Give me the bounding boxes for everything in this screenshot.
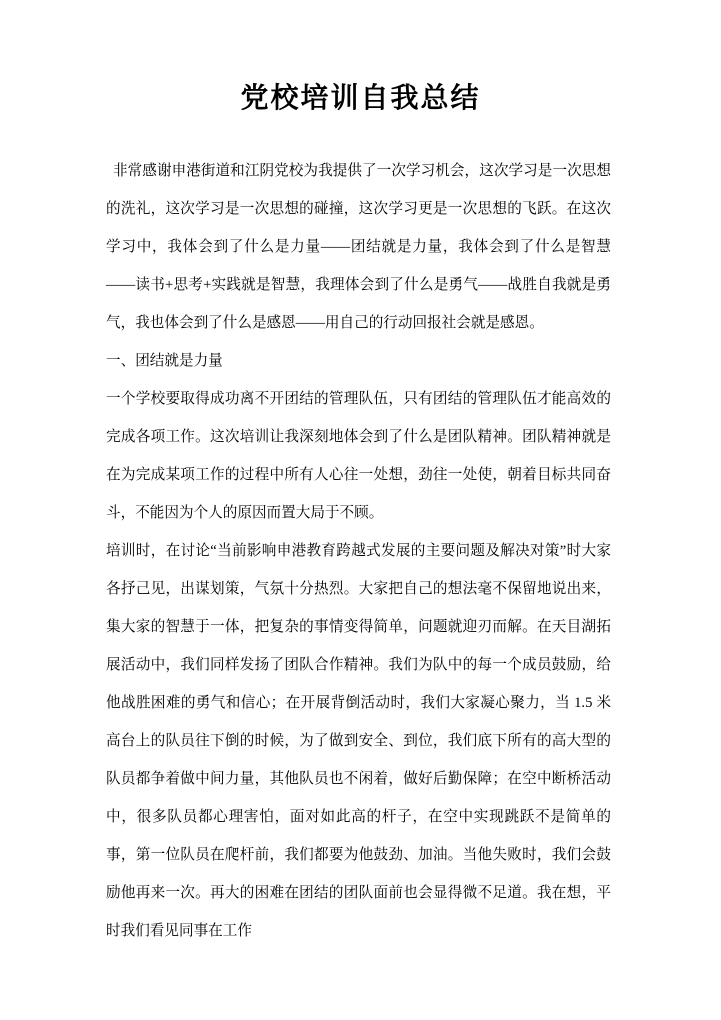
teamwork-paragraph-1: 一个学校要取得成功离不开团结的管理队伍，只有团结的管理队伍才能高效的完成各项工作。这次培训让我深刻地体会到了什么是团队精神。团队精神就是在为完成某项工作的过程中所有人心往一处想，劲往一处使，朝着目标共同奋斗，不能因为个人的原因而置大局于不顾。 [106, 391, 611, 521]
document-title: 党校培训自我总结 [240, 83, 481, 114]
intro-paragraph: 非常感谢申港街道和江阴党校为我提供了一次学习机会，这次学习是一次思想的洗礼，这次学习是一次思想的碰撞，这次学习更是一次思想的飞跃。在这次学习中，我体会到了什么是力量——团结就是力量，我体会到了什么是智慧——读书+思考+实践就是智慧，我理体会到了什么是勇气——战胜自我就是勇气，我也体会到了什么是感恩——用自己的行动回报社会就是感恩。 [106, 163, 611, 331]
document-body [106, 152, 611, 950]
section-heading-unity: 一、团结就是力量 [106, 353, 223, 369]
teamwork-paragraph-2: 培训时，在讨论“当前影响申港教育跨越式发展的主要问题及解决对策”时大家各抒己见，出谋划策，气氛十分热烈。大家把自己的想法毫不保留地说出来，集大家的智慧于一体，把复杂的事情变得简单，问题就迎刃而解。在天目湖拓展活动中，我们同样发扬了团队合作精神。我们为队中的每一个成员鼓励，给他战胜困难的勇气和信心；在开展背倒活动时，我们大家凝心聚力，当 1.5 米高台上的队员往下倒的时候，为了做到安全、到位，我们底下所有的高大型的队员都争着做中间力量，其他队员也不闲着，做好后勤保障；在空中断桥活动中，很多队员都心理害怕，面对如此高的杆子，在空中实现跳跃不是简单的事，第一位队员在爬杆前，我们都要为他鼓劲、加油。当他失败时，我们会鼓励他再来一次。再大的困难在团结的团队面前也会显得微不足道。我在想，平时我们看见同事在工作 [106, 543, 611, 939]
